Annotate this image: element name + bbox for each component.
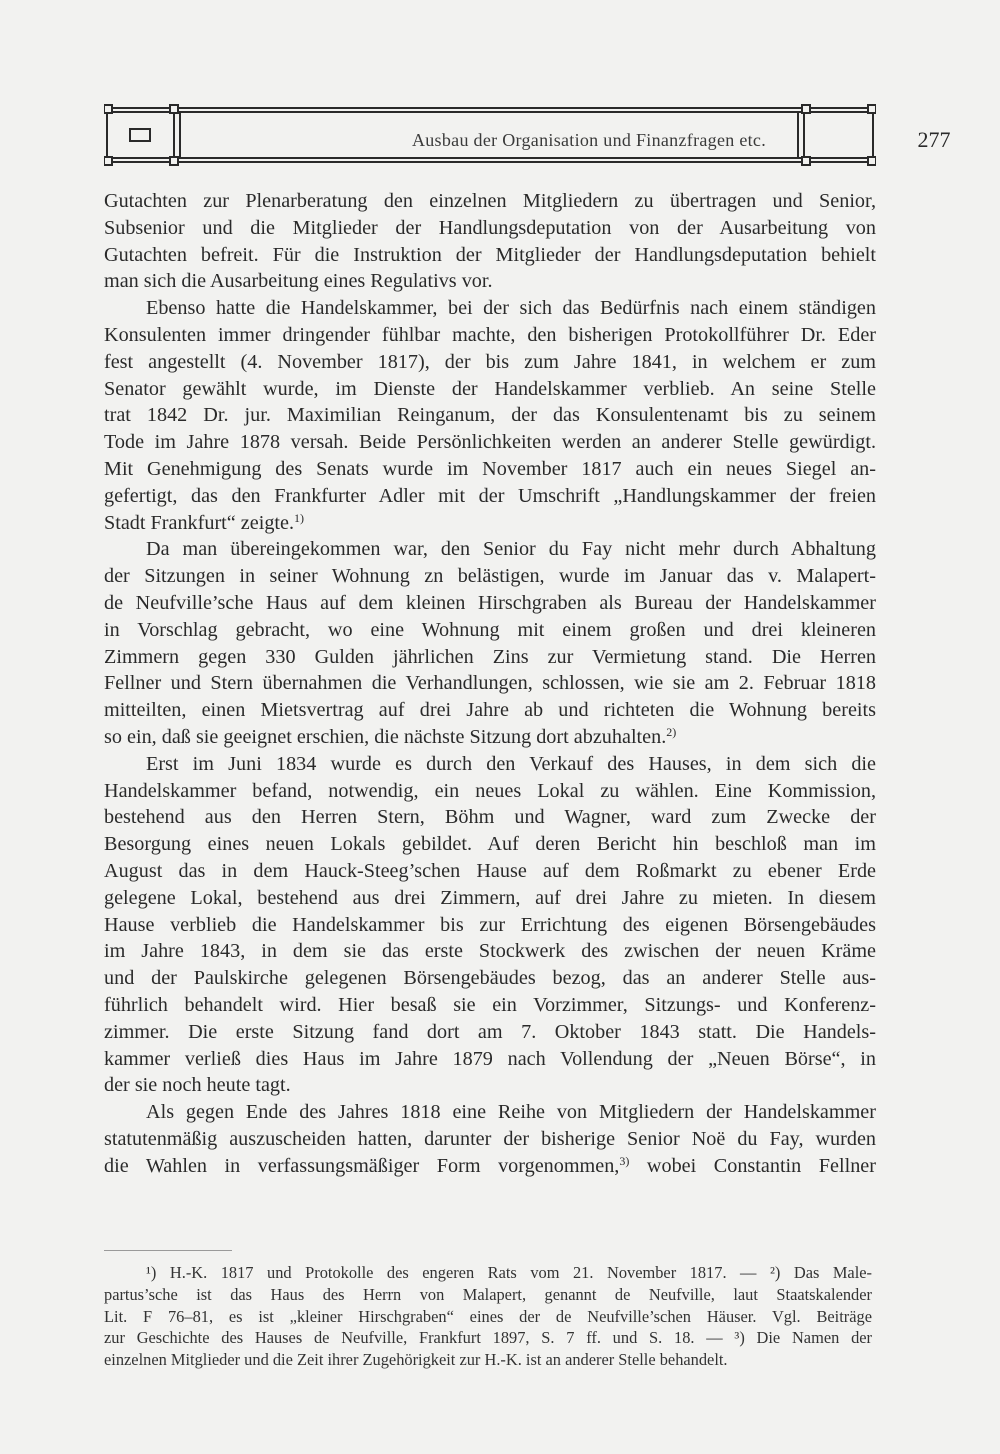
text-line: trat 1842 Dr. jur. Maximilian Reinganum, der das Konsulentenamt bis zu seinem bbox=[104, 404, 876, 427]
paragraph-1 bbox=[104, 188, 876, 295]
text-line: Mit Genehmigung des Senats wurde im November 1817 auch ein neues Siegel an- bbox=[104, 457, 876, 480]
text-line: gelegene Lokal, bestehend aus drei Zimmern, auf drei Jahre zu mieten. In diesem bbox=[104, 886, 876, 909]
text-line: Fellner und Stern übernahmen die Verhandlungen, schlossen, wie sie am 2. Februar 1818 bbox=[104, 672, 876, 695]
footnote-ref-2: 2) bbox=[666, 724, 677, 739]
text-line-tail: wobei Constantin Fellner bbox=[629, 1154, 876, 1177]
text-line: bestehend aus den Herren Stern, Böhm und Wagner, ward zum Zwecke der bbox=[104, 806, 876, 829]
text-line: Senator gewählt wurde, im Dienste der Handelskammer verblieb. An seine Stelle bbox=[104, 377, 876, 400]
text-line: der sie noch heute tagt. bbox=[104, 1074, 291, 1097]
text-line: Stadt Frankfurt“ zeigte. bbox=[104, 511, 295, 534]
body-text bbox=[104, 188, 876, 1179]
paragraph-5 bbox=[104, 1099, 876, 1179]
text-line: und der Paulskirche gelegenen Börsengebäudes bezog, das an anderer Stelle aus- bbox=[104, 967, 876, 990]
text-line: Ebenso hatte die Handelskammer, bei der sich das Bedürfnis nach einem ständigen bbox=[146, 297, 876, 320]
text-line: Zimmern gegen 330 Gulden jährlichen Zins zur Vermietung stand. Die Herren bbox=[104, 645, 876, 668]
page-number: 277 bbox=[917, 127, 951, 152]
text-line: August das in dem Hauck-Steeg’schen Hause auf dem Roßmarkt zu ebener Erde bbox=[104, 859, 876, 882]
text-line: die Wahlen in verfassungsmäßiger Form vorgenommen, bbox=[104, 1154, 620, 1177]
text-line-with-footnote bbox=[104, 1153, 876, 1180]
text-line: Handelskammer befand, notwendig, ein neues Lokal zu wählen. Eine Kommission, bbox=[104, 779, 876, 802]
text-line: so ein, daß sie geeignet erschien, die nächste Sitzung dort abzuhalten. bbox=[104, 725, 667, 748]
text-line: kammer verließ dies Haus im Jahre 1879 nach Vollendung der „Neuen Börse“, in bbox=[104, 1047, 876, 1070]
text-line: führlich behandelt wird. Hier besaß sie ein Vorzimmer, Sitzungs- und Konferenz- bbox=[104, 993, 876, 1016]
text-line: man sich die Ausarbeitung eines Regulativs vor. bbox=[104, 270, 493, 293]
text-line: Konsulenten immer dringender fühlbar machte, den bisherigen Protokollführer Dr. Eder bbox=[104, 323, 876, 346]
footnote-line: zur Geschichte des Hauses de Neufville, Frankfurt 1897, S. 7 ff. und S. 18. — ³) Die Namen der bbox=[104, 1328, 872, 1348]
text-line-with-footnote bbox=[104, 724, 876, 751]
footnote-line: ¹) H.-K. 1817 und Protokolle des engeren Rats vom 21. November 1817. — ²) Das Male- bbox=[146, 1263, 872, 1282]
footnotes bbox=[104, 1262, 872, 1371]
paragraph-2 bbox=[104, 295, 876, 536]
text-line-with-footnote bbox=[104, 510, 876, 537]
text-line: Subsenior und die Mitglieder der Handlungsdeputation von der Ausarbeitung von bbox=[104, 216, 876, 239]
text-line: mitteilten, einen Mietsvertrag auf drei Jahre ab und richteten die Wohnung bereits bbox=[104, 699, 876, 722]
text-line: Als gegen Ende des Jahres 1818 eine Reihe von Mitgliedern der Handelskammer bbox=[146, 1101, 876, 1124]
footnote-ref-1: 1) bbox=[294, 510, 305, 525]
footnote-line: partus’sche ist das Haus des Herrn von Malapert, genannt de Neufville, laut Staatskalender bbox=[104, 1284, 872, 1304]
text-line: Da man übereingekommen war, den Senior du Fay nicht mehr durch Abhaltung bbox=[146, 538, 876, 561]
page-header bbox=[104, 104, 951, 166]
running-title: Ausbau der Organisation und Finanzfragen etc. bbox=[411, 130, 767, 150]
text-line: Gutachten zur Plenarberatung den einzelnen Mitgliedern zu übertragen und Senior, bbox=[104, 190, 876, 212]
text-line: Erst im Juni 1834 wurde es durch den Verkauf des Hauses, in dem sich die bbox=[146, 752, 876, 775]
text-line: der Sitzungen in seiner Wohnung zn belästigen, wurde im Januar das v. Malapert- bbox=[104, 565, 876, 588]
text-line: de Neufville’sche Haus auf dem kleinen Hirschgraben als Bureau der Handelskammer bbox=[104, 591, 876, 614]
text-line: Hause verblieb die Handelskammer bis zur Errichtung des eigenen Börsengebäudes bbox=[104, 913, 876, 936]
text-line: in Vorschlag gebracht, wo eine Wohnung mit einem großen und drei kleineren bbox=[104, 618, 876, 641]
text-line: im Jahre 1843, in dem sie das erste Stockwerk des zwischen der neuen Kräme bbox=[104, 940, 876, 963]
text-line: zimmer. Die erste Sitzung fand dort am 7. Oktober 1843 statt. Die Handels- bbox=[104, 1020, 876, 1043]
paragraph-4 bbox=[104, 751, 876, 1099]
footnote-line: Lit. F 76–81, es ist „kleiner Hirschgraben“ eines der de Neufville’schen Häuser. Vgl. Beiträge bbox=[104, 1306, 872, 1326]
text-line: statutenmäßig auszuscheiden hatten, darunter der bisherige Senior Noë du Fay, wurden bbox=[104, 1127, 876, 1150]
text-line: fest angestellt (4. November 1817), der bis zum Jahre 1841, in welchem er zum bbox=[104, 350, 876, 373]
footnote-ref-3: 3) bbox=[619, 1153, 630, 1168]
text-line: Tode im Jahre 1878 versah. Beide Persönlichkeiten werden an anderer Stelle gewürdigt. bbox=[104, 431, 876, 454]
footnote-line: einzelnen Mitglieder und die Zeit ihrer Zugehörigkeit zur H.-K. ist an anderer Stelle behandelt. bbox=[104, 1350, 728, 1370]
text-line: Besorgung eines neuen Lokals gebildet. Auf deren Bericht hin beschloß man im bbox=[104, 833, 876, 856]
text-line: gefertigt, das den Frankfurter Adler mit der Umschrift „Handlungskammer der freien bbox=[104, 484, 876, 507]
text-line: Gutachten befreit. Für die Instruktion der Mitglieder der Handlungsdeputation behielt bbox=[104, 243, 876, 266]
paragraph-3 bbox=[104, 536, 876, 750]
footnote-rule bbox=[104, 1250, 232, 1251]
